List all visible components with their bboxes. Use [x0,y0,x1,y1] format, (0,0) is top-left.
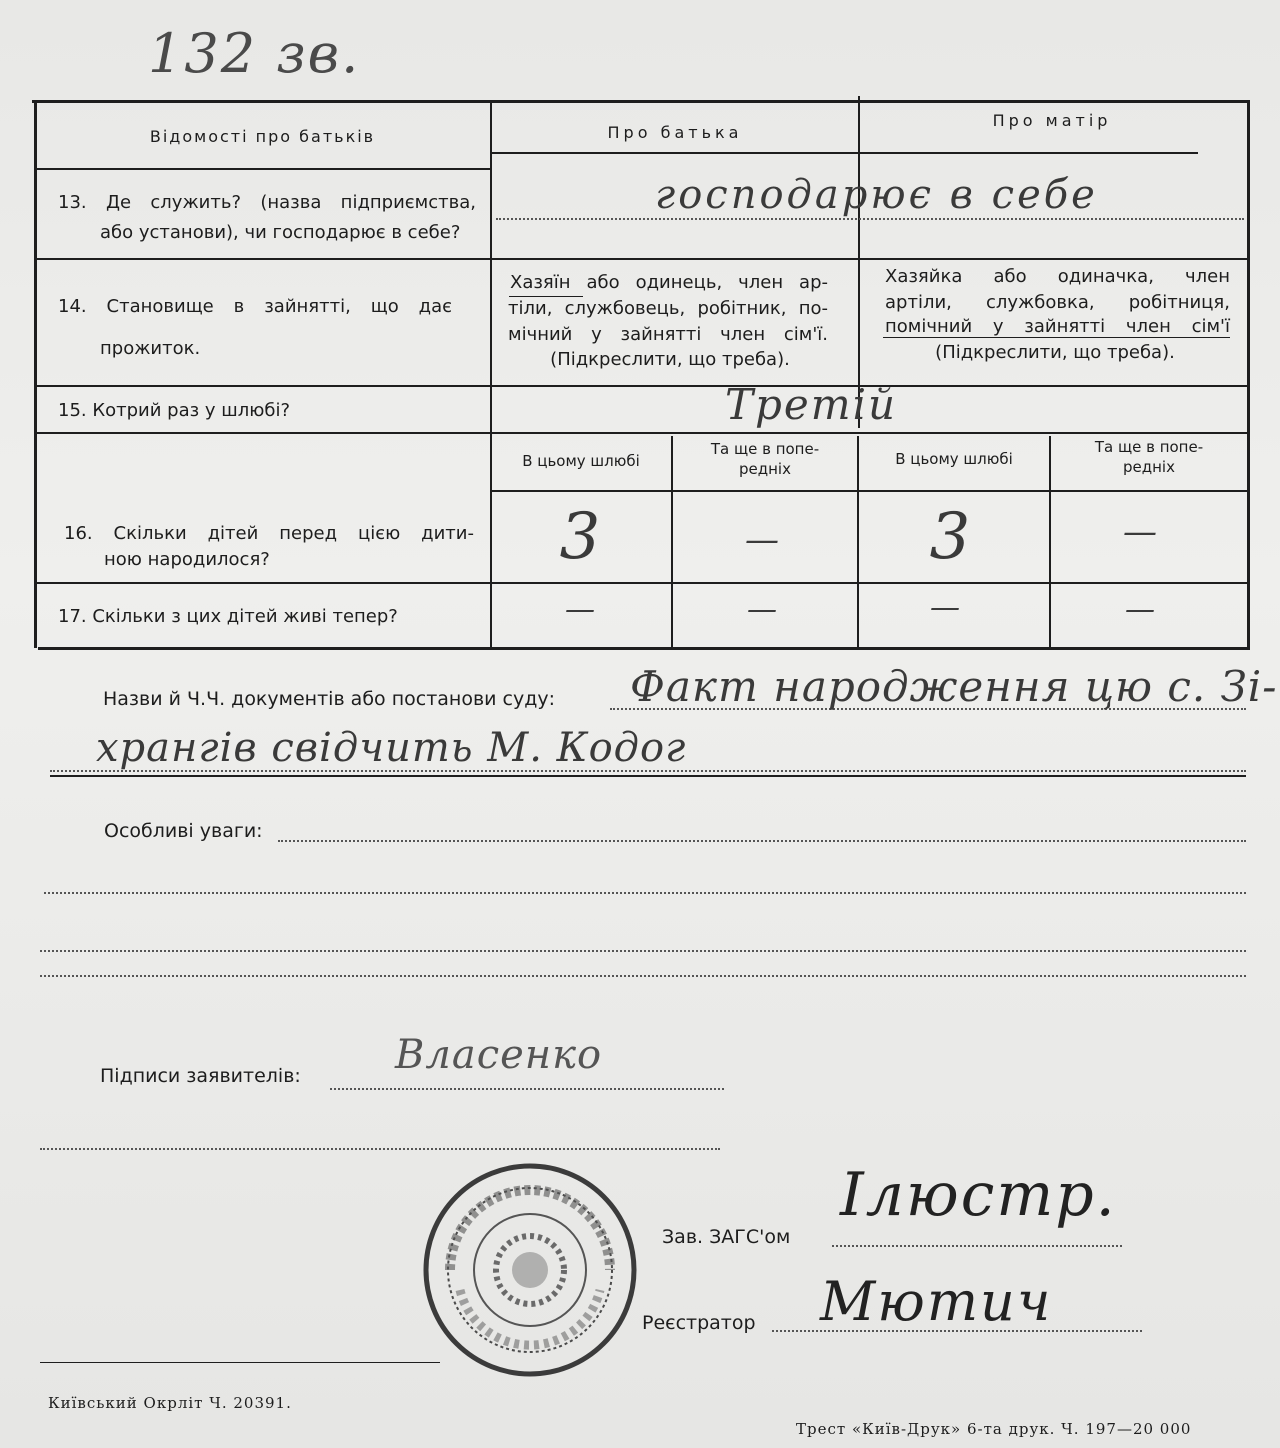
q16-father-this: 3 [559,500,601,574]
q14-father-line4: (Підкреслити, що треба). [550,349,790,370]
q16-mother-prev: — [1123,512,1157,552]
q14-label-line2: прожиток. [100,338,201,359]
q13-label-line2: або установи), чи господарює в себе? [100,222,461,243]
q17-label: 17. Скільки з цих дітей живі тепер? [58,606,398,627]
q14-mother-line4: (Підкреслити, що треба). [935,342,1175,363]
q14-label-line1: 14. Становище в зайнятті, що дає [58,296,452,317]
q17-mother-this: — [930,590,960,625]
header-mother: Про матір [992,111,1112,130]
q15-label: 15. Котрий раз у шлюбі? [58,400,291,421]
head-zags-label: Зав. ЗАГС'ом [662,1226,791,1248]
q16-label-line2: ною народилося? [104,549,270,570]
q13-answer: господарює в себе [655,172,1098,218]
header-parents: Відомості про батьків [149,127,376,146]
q17-mother-prev: — [1125,592,1155,627]
q16-father-prev: — [745,520,779,560]
q17-father-this: — [565,592,595,627]
official-round-stamp [420,1160,640,1380]
q14-mother-line3: помічний у зайнятті член сім'ї [885,316,1230,337]
q16-father-this-header: В цьому шлюбі [522,452,640,470]
footer-right: Трест «Київ-Друк» 6-та друк. Ч. 197—20 000 [796,1420,1192,1438]
documents-value-line1: Факт народження цю с. Зі- [630,662,1278,711]
head-zags-signature: Ілюстр. [840,1160,1117,1230]
q16-mother-this: 3 [929,500,971,574]
q14-father-line2: тіли, службовець, робітник, по- [508,298,828,319]
footer-left: Київський Окрліт Ч. 20391. [48,1394,292,1412]
q16-father-prev-header-line1: Та ще в попе- [710,440,820,458]
remarks-label: Особливі уваги: [104,820,263,842]
q16-mother-this-header: В цьому шлюбі [895,450,1013,468]
documents-label: Назви й Ч.Ч. документів або постанови суду: [103,688,556,710]
q16-label-line1: 16. Скільки дітей перед цією дити- [64,523,474,544]
q16-mother-prev-header-line1: Та ще в попе- [1094,438,1204,456]
q15-answer: Третій [725,380,898,429]
q16-father-prev-header-line2: редніх [739,460,791,478]
applicants-label: Підписи заявителів: [100,1065,301,1087]
applicants-signature: Власенко [395,1032,603,1078]
q13-label-line1: 13. Де служить? (назва підприємства, [58,192,476,213]
archive-number: 132 зв. [148,22,361,85]
q14-mother-line2: артіли, службовка, робітниця, [885,292,1230,313]
q14-father-line1: Хазяїн або одинець, член ар- [510,272,828,293]
header-father: Про батька [607,123,743,142]
q14-father-line3: мічний у зайнятті член сім'ї. [508,324,828,345]
q17-father-prev: — [747,592,777,627]
registrar-signature: Мютич [820,1270,1053,1333]
documents-value-line2: хрангів свідчить М. Кодог [96,725,687,771]
q14-mother-line1: Хазяйка або одиначка, член [885,266,1230,287]
q16-mother-prev-header-line2: редніх [1123,458,1175,476]
registrar-label: Реєстратор [642,1312,756,1334]
